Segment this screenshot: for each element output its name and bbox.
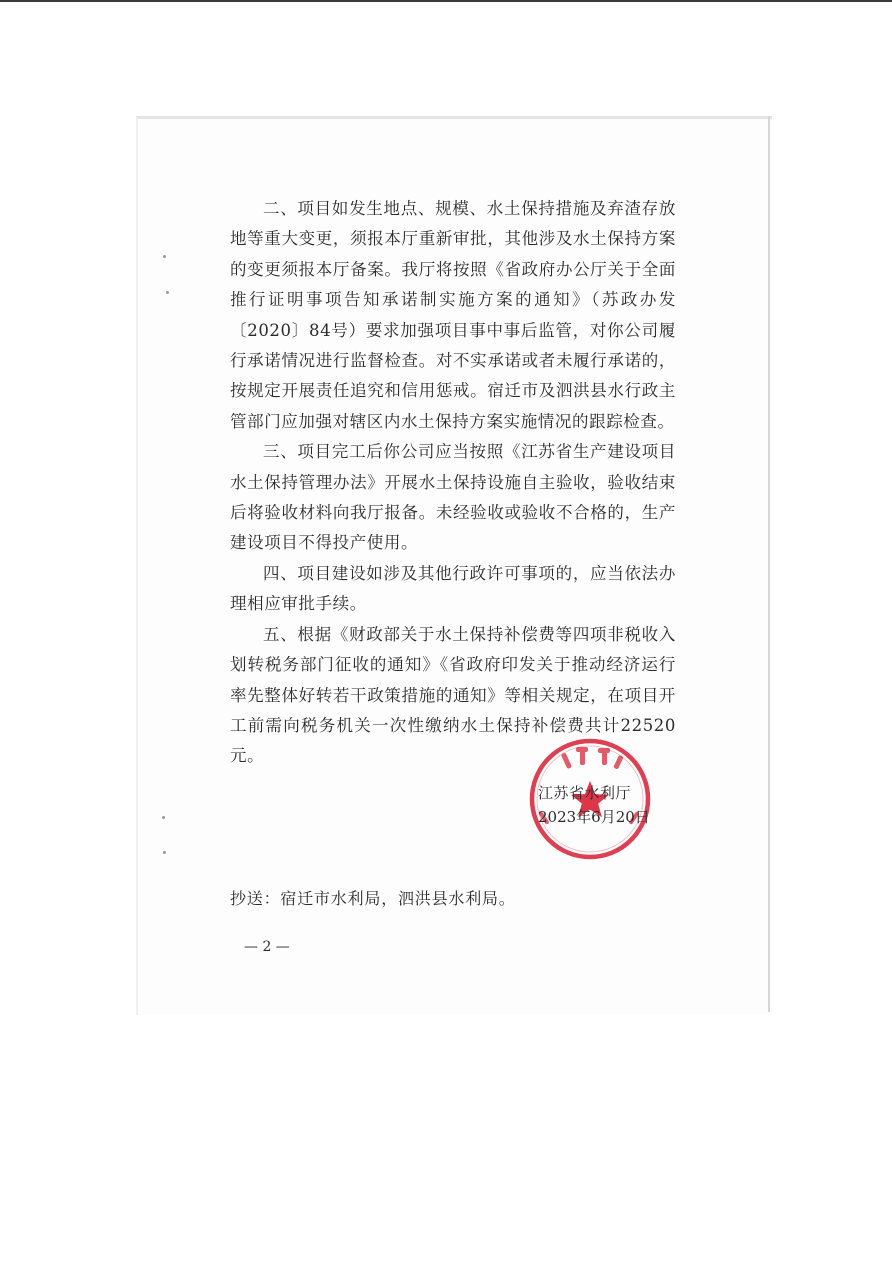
scan-speck: [163, 851, 166, 854]
issuer-name: 江苏省水利厅: [538, 784, 632, 802]
scan-page-edge: [768, 116, 770, 1012]
paragraph-item-5: 五、根据《财政部关于水土保持补偿费等四项非税收入划转税务部门征收的通知》《省政府印发关于推动经济运行率先整体好转若干政策措施的通知》等相关规定，在项目开工前需向税务机关一次性缴纳水土保持补偿费共计22520元。: [230, 624, 676, 766]
top-border-line: [0, 0, 892, 2]
paragraph-item-3: 三、项目完工后你公司应当按照《江苏省生产建设项目水土保持管理办法》开展水土保持设施自主验收，验收结束后将验收材料向我厅报备。未经验收或验收不合格的，生产建设项目不得投产使用。: [230, 442, 676, 553]
issue-date: 2023年6月20日: [538, 808, 650, 826]
page-number: — 2 —: [244, 939, 290, 955]
cc-recipients: 抄送：宿迁市水利局，泗洪县水利局。: [230, 889, 516, 908]
scan-speck: [166, 291, 169, 294]
scan-speck: [163, 255, 166, 258]
paragraph-item-4: 四、项目建设如涉及其他行政许可事项的，应当依法办理相应审批手续。: [230, 563, 676, 614]
scan-speck: [162, 816, 165, 819]
document-body: [230, 194, 676, 772]
paragraph-item-2: 二、项目如发生地点、规模、水土保持措施及弃渣存放地等重大变更，须报本厅重新审批，其他涉及水土保持方案的变更须报本厅备案。我厅将按照《省政府办公厅关于全面推行证明事项告知承诺制实施方案的通知》（苏政办发〔2020〕84号）要求加强项目事中事后监管，对你公司履行承诺情况进行监督检查。对不实承诺或者未履行承诺的，按规定开展责任追究和信用惩戒。宿迁市及泗洪县水行政主管部门应加强对辖区内水土保持方案实施情况的跟踪检查。: [230, 199, 676, 431]
